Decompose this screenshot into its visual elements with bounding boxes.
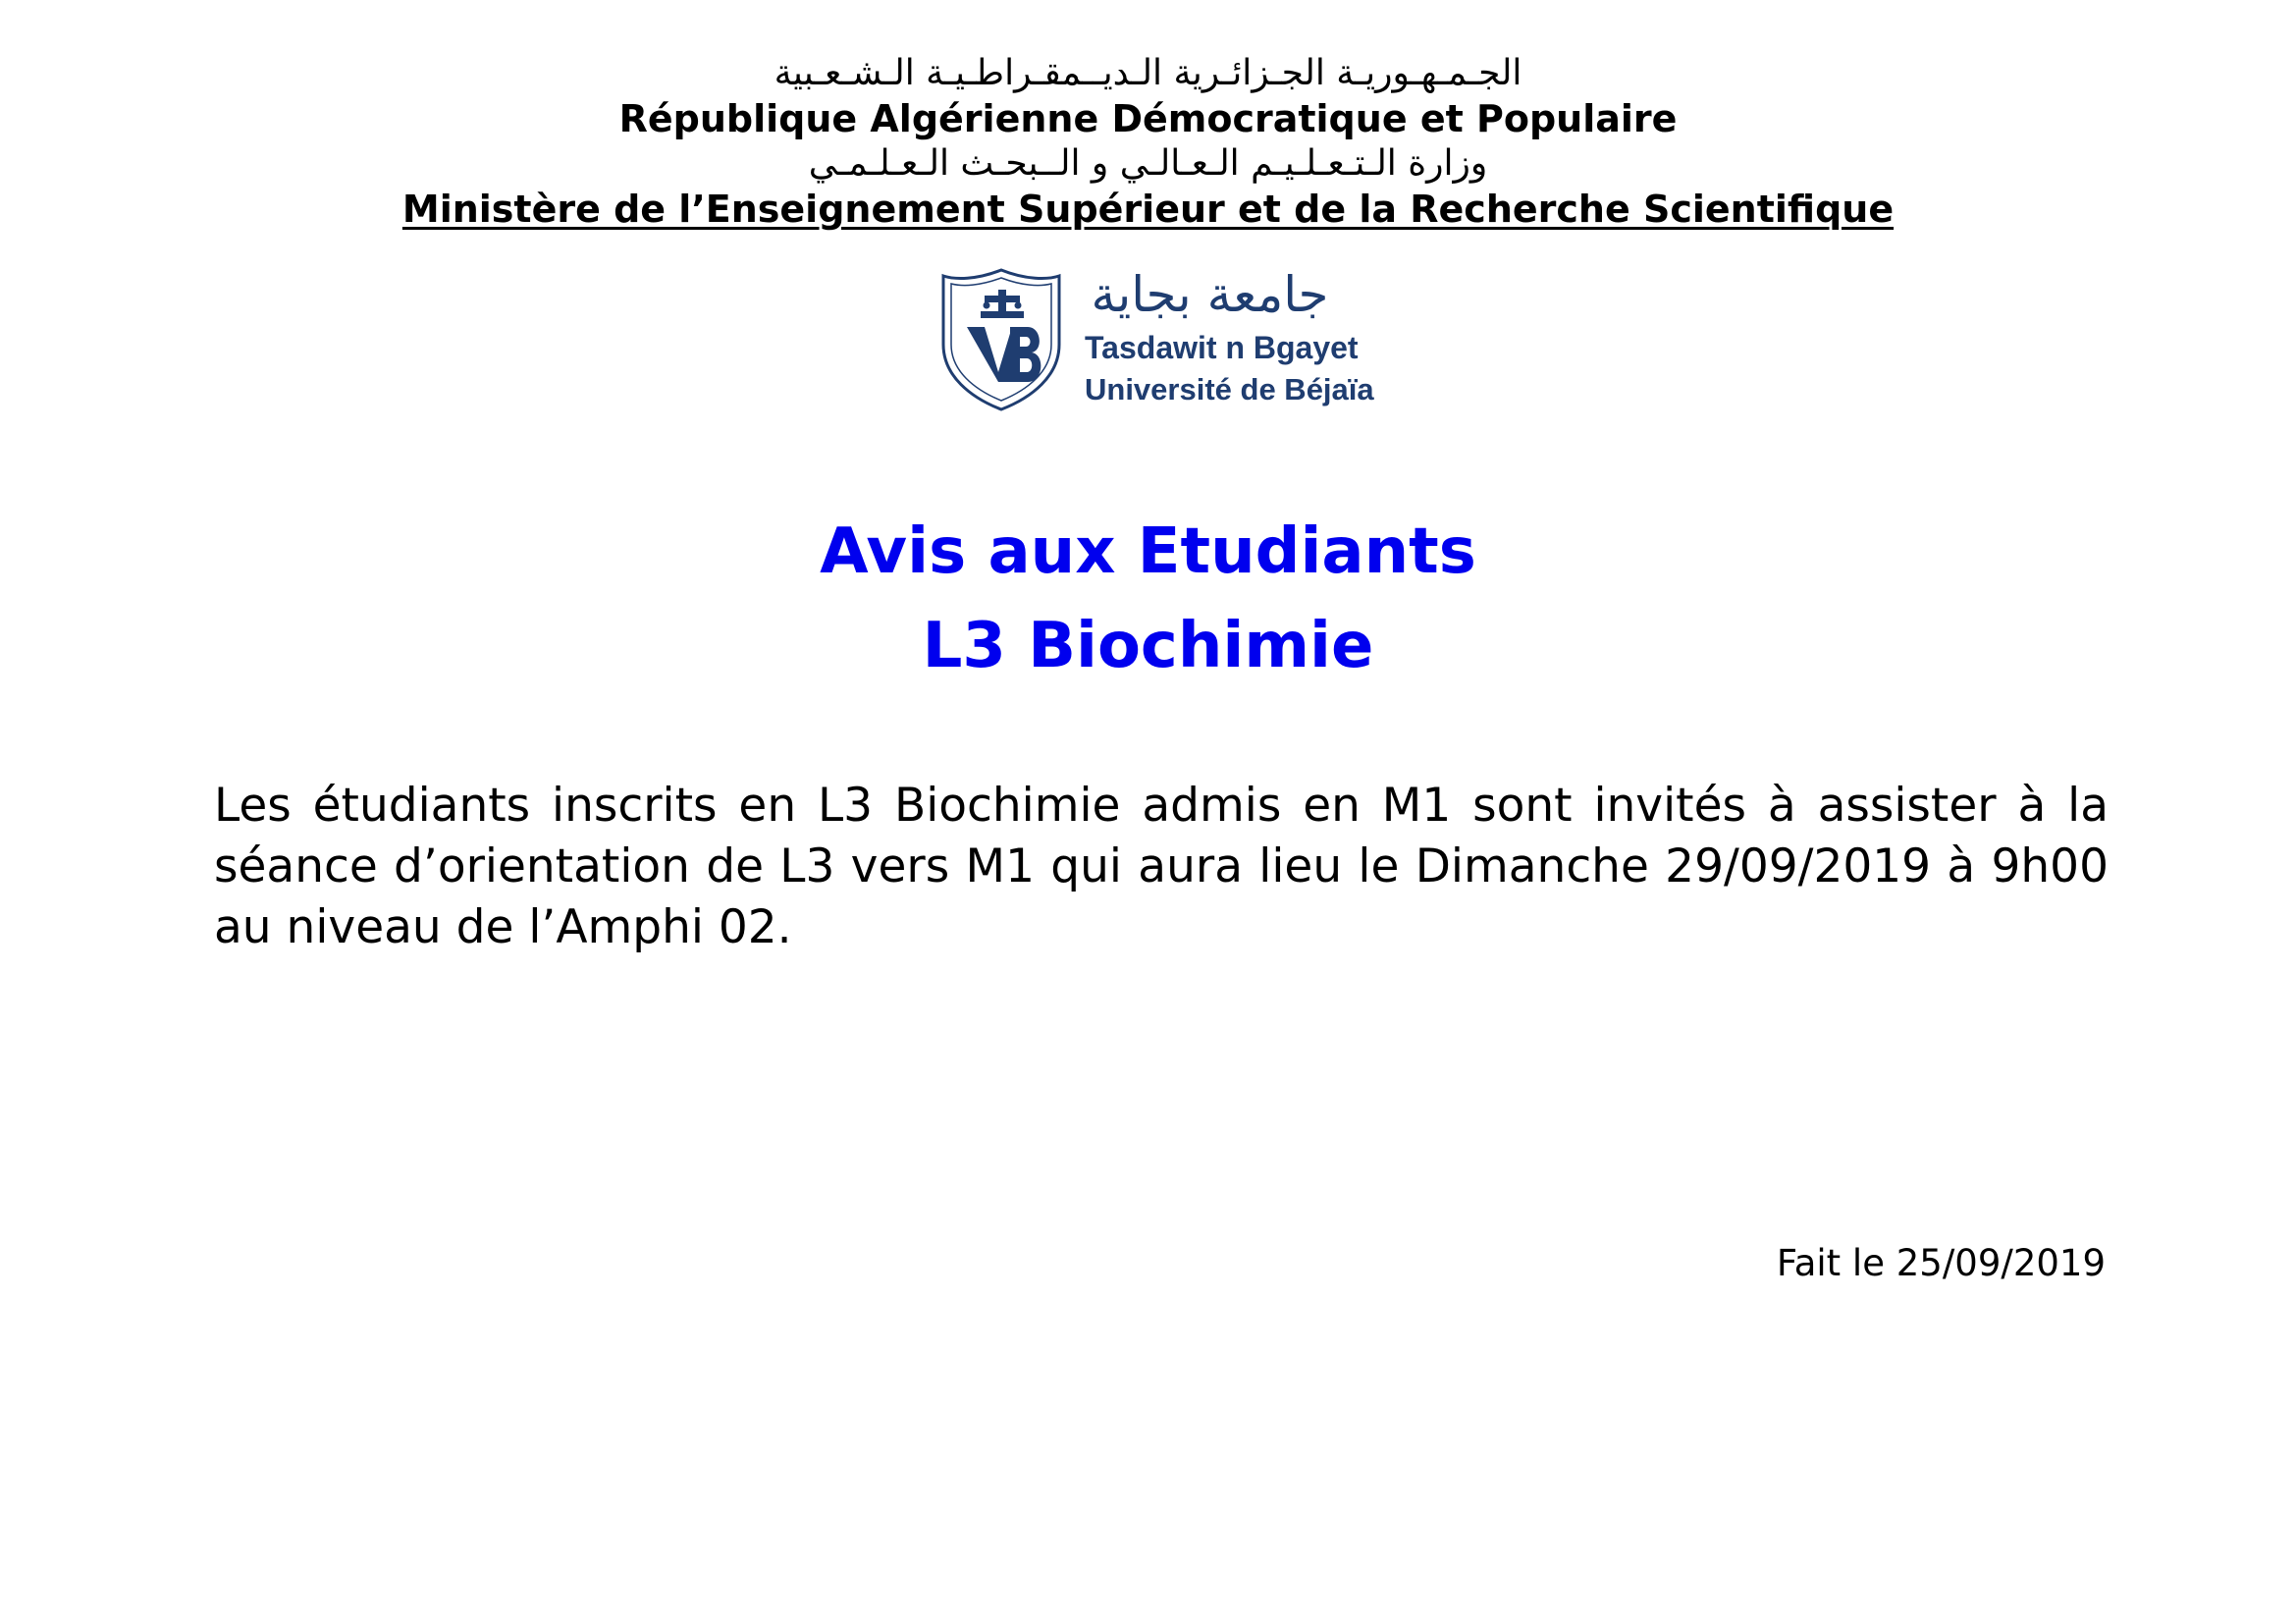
arabic-republic-line: الجـمـهـوريـة الجـزائـرية الـديــمقـراطـيـة الـشـعـبية	[774, 53, 1522, 93]
logo-french-name: Université de Béjaïa	[1085, 372, 1374, 406]
notice-date: Fait le 25/09/2019	[1776, 1242, 2106, 1284]
university-logo	[937, 261, 1399, 418]
logo-arabic-name: جامعة بجاية	[1091, 266, 1329, 323]
notice-body: Les étudiants inscrits en L3 Biochimie admis en M1 sont invités à assister à la séance d’orientation de L3 vers M1 qui aura lieu le Dimanche 29/09/2019 à 9h00 au niveau de l’Amphi 02.	[214, 779, 2109, 954]
french-republic-line: République Algérienne Démocratique et Populaire	[618, 97, 1678, 140]
notice-subtitle: L3 Biochimie	[922, 610, 1374, 682]
notice-title: Avis aux Etudiants	[820, 515, 1476, 588]
logo-kabyle-name: Tasdawit n Bgayet	[1085, 330, 1359, 365]
document-header	[0, 51, 2296, 232]
arabic-ministry-line: وزارة الـتـعـلـيـم الـعـالـي و الــبحـث الـعـلـمـي	[808, 143, 1488, 184]
french-ministry-line: Ministère de l’Enseignement Supérieur et de la Recherche Scientifique	[401, 188, 1895, 231]
